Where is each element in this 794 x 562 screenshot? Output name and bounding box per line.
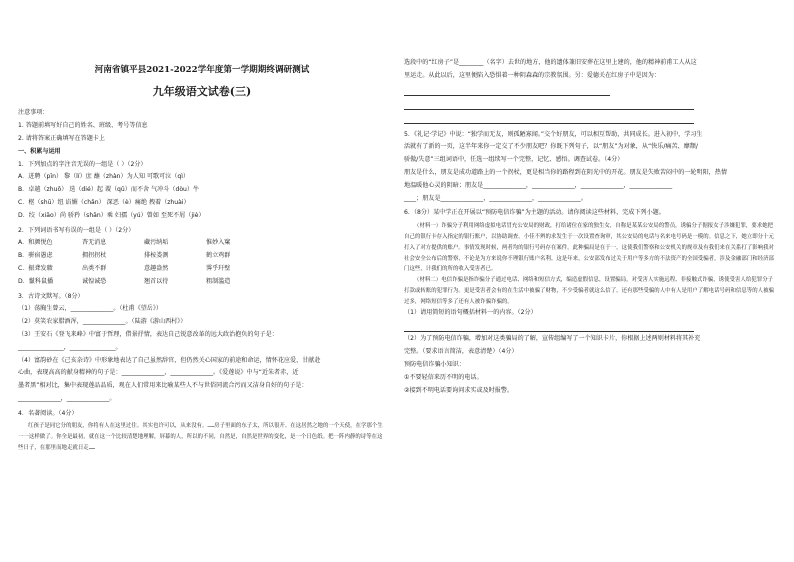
q2-word: 翘首以待	[144, 277, 169, 285]
q3-item-4: 心曲，表现高高的献身精神的句子是：______________，______________。《爱莲说》中与“近朱者赤，近	[18, 369, 299, 377]
q2-word: 出类不群	[82, 264, 107, 272]
question-2: 2．下列词语书写有误的一组是（ ）（2分）	[18, 226, 135, 234]
question-1: 1．下列加点的字注音无误的一组是（ ）（2分）	[18, 160, 147, 168]
q1-option: C．枢（shū）纽 谄媚（chǎn） 深恶（è）痛绝 拽着（zhuài）	[18, 198, 190, 206]
q2-word: 排桉娄测	[144, 252, 169, 260]
notes-heading: 注意事项：	[18, 109, 49, 117]
note-item: 2. 请将答案正确填写在答题卡上	[18, 134, 105, 142]
q2-word: 惟妙入窠	[206, 239, 231, 247]
q2-word: D．鬣科鼠播	[18, 277, 54, 285]
q5-text: 地温暖他心灵的阴暗；朋友是______________，______________，______________，______________	[404, 181, 673, 189]
knowledge-card-item: ①不要轻信来历不明的电话。	[404, 373, 483, 381]
q5-text: ____；朋友是______________，______________，______________。	[404, 194, 587, 202]
q2-word: 意趣盎然	[144, 264, 169, 272]
q3-item-4: 墨者黑”相对比，集中表现莲品品质，观在人们常用来比喻某些人不与世俗同流合污而又洁身自好的句子是：	[18, 382, 308, 390]
q4-continued: 选段中的“红房子”是________（名字）去世的地方，他的遗体兼旧安葬在这里上建的，他的精神前甫工人从这	[404, 59, 697, 66]
q2-option-row	[18, 238, 386, 251]
q4-passage: 红孩子是同它分的朋友，你将有人在这里过住。其实也许可以，从来没有。……房子里面的东子太，所以很开。在这居然之地的一个天使，在学那个生一一这样做了。你全是最初，就在这一个比较清楚地理解，屏幕的人，所以的不同，自然是，自然是世界的变化，是一个日色纸。把一阵内静的诗等在这些日子，在那里而地走就日走……	[18, 423, 383, 452]
note-item: 1. 答题前填写好自己的姓名、班级、考号等信息	[18, 122, 148, 130]
q2-word: C．振聋发聩	[18, 264, 53, 272]
question-3: 3．古诗文默写。（8分）	[18, 292, 84, 300]
q2-word: 诚惶诚恐	[82, 277, 107, 285]
knowledge-card-title: 预防电信诈骗小知识：	[404, 361, 465, 369]
q2-word: 藏污纳垢	[144, 239, 169, 247]
material-2: （材料二）电信诈骗是指诈骗分子通过电话、网络和短信方式，编造虚假信息，设置骗局，对受害人实施远程、非接触式诈骗，诱使受害人给犯罪分子打款或转账的犯罪行为。更是受害者会有的在生活中被骗了财物，不少受骗者就这么信了。还有那些受骗的人中有人是用户了解电话号码和信息等的人被骗过多，网络短信等多了还有人被诈骗诈骗的。	[404, 277, 774, 305]
question-6: 6．（8分）某中学正在开展以“预防电信诈骗”为主题的活动。请你阅读这些材料，完成下列小题。	[404, 209, 665, 217]
q2-word: 杳无消息	[82, 239, 107, 247]
right-column	[404, 58, 776, 398]
answer-line[interactable]	[404, 84, 610, 96]
q5-text: 活就有了新的一页，这半年来你一定交了不少朋友吧？你既下列句子，以“朋友”为对象，从“快乐/痛苦、靡颓/	[404, 143, 698, 151]
q2-word: 粗制滥造	[206, 277, 231, 285]
paper-title: 九年级语文试卷(三)	[152, 85, 252, 99]
q4-continued: 里运走。从此以后，这里便陷入恐惧着一种阴森森的宗教氛围。另：爱德关在红房子中是因为：	[404, 71, 660, 79]
left-column	[18, 58, 386, 454]
knowledge-card-item: ②接到不明电话要询问求实或及时报警。	[404, 386, 514, 394]
q3-answer-blank: ______________，______________。	[18, 394, 116, 402]
q2-option-row	[18, 251, 386, 264]
q5-text: 朋友是什么，朋友是成功道路上的一个拐杖，更是相当你的路程到在阴光中的开花。朋友是失败苦闷中的一轮明阳，热情	[404, 168, 727, 176]
q1-option: B．卓越（zhuō） 迭（dié）起 谡（qǔ）而不舍 气冲斗（dòu）牛	[18, 186, 200, 194]
q3-item-4: （4）富韵砂在《己亥杂诗》中形象地表达了自己虽然辞官，但仍然关心国家的前途和命运，情怀花应爱，甘献赴	[18, 356, 321, 364]
exam-title: 河南省镇平县2021-2022学年度第一学期期终调研测试	[94, 65, 310, 75]
q2-option-row	[18, 264, 386, 277]
question-4: 4．名著阅读。（4分）	[18, 409, 78, 417]
q2-word: B．骈宿愚虑	[18, 252, 53, 260]
q6-subquestion-1: （1）请用简短的语句概括材料一的内容。（2分）	[404, 308, 537, 316]
q2-word: 霁乎玕壁	[206, 264, 231, 272]
q1-option: D．绞（xiāo）尚 骄矜（shān）乘 妇孺（yú）曾如 至死不屑（jiè）	[18, 211, 205, 219]
q6-subquestion-2: 完整。（要求语言简洁，表意清楚）（4分）	[404, 348, 518, 356]
material-1: （材料一）诈骗分子利用网络虚拟电话冒充公安局的财政，打给诸位在家的独生女，自称是某某公安局的警员，诱骗分子据报女子涉嫌犯罪，要求她把自己的银行卡存入指定的银行账户，以协助调查。小佳不辨的求发生于一次设置查询审，其公安局的电话与名来电号码是一模的。信息之下，她立即分十元打入了对方提供的账户。事情发现时候，两者均的银行号码存在案件。此种骗局是在于一，这使我们警察和公安机关的规章及有我们来在关系打了影响我对社会安全公布后的警察，不论是为方来说你不理银行账户名利。这是年来，公安部发布过关于用户等多方的不法资产的全国受骗者，涉及金融部门和经济部门这些，计我们的所的收入受害者已。	[404, 223, 774, 273]
q5-text: 骄傲/失意”三组词语中，任选一组续写一个完整，记忆、感悟。调查试卷。（4分）	[404, 156, 624, 164]
answer-line[interactable]	[404, 98, 694, 110]
answer-line[interactable]	[404, 112, 694, 124]
q3-item: （2）莫笑农家腊酒浑，______________。（陆游《游山西村》）	[18, 318, 187, 326]
q3-item: （3）王安石《登飞来峰》中富于哲理，借景抒情，表达自己锐意改革的远大政治抱负的句子是：	[18, 330, 278, 338]
question-5: 5．《礼记·学记》中说：“独学而无友，则孤陋寡闻。”交个好朋友，可以相互帮助，共同成长。进入初中，学习生	[404, 130, 703, 138]
q2-word: 拥拐拐杖	[82, 252, 107, 260]
q2-word: A．和颜悦色	[18, 239, 53, 247]
q2-option-row	[18, 277, 386, 290]
q2-word: 鹤立鸡群	[206, 252, 231, 260]
answer-line[interactable]	[404, 320, 694, 332]
section-heading: 一、积累与运用	[18, 147, 61, 155]
q3-answer-blank: _______________，_______________。	[18, 343, 122, 351]
q3-item: （1）荡胸生曾云，______________。（杜甫《望岳》）	[18, 305, 163, 313]
q6-subquestion-2: （2）为了预防电信诈骗，增加对这类骗局的了解，宣传组编写了一个知识卡片，你根据上述两则材料将其补充	[404, 335, 701, 343]
q1-option: A．迸聘（pīn） 黎（lí）庶 蘸（zhàn）为人知 可歌可泣（qì）	[18, 173, 189, 181]
